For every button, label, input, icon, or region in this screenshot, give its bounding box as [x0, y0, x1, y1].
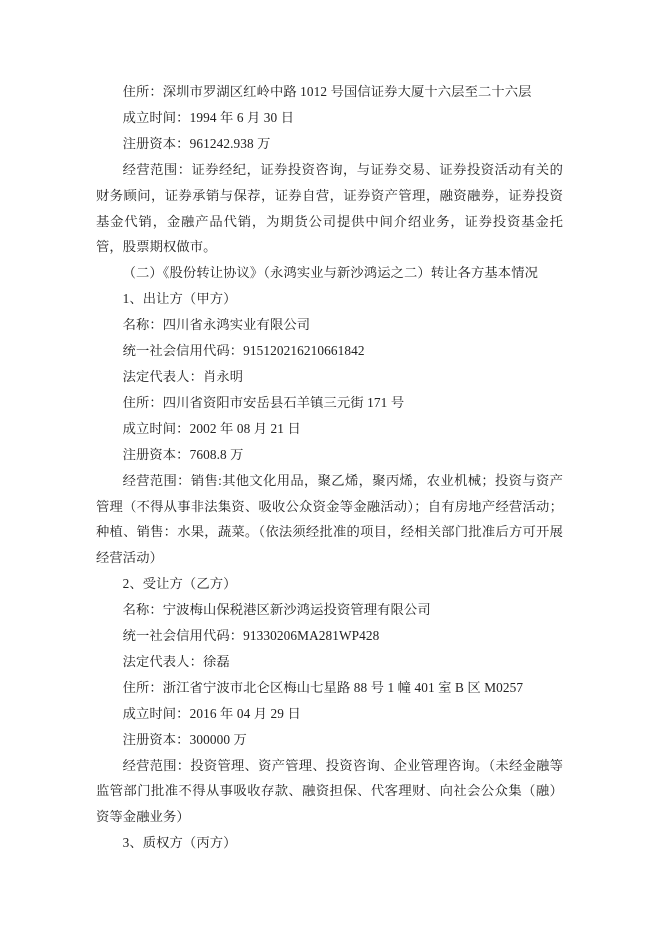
paragraph: 统一社会信用代码：915120216210661842 [122, 343, 365, 359]
paragraph: 经营范围：投资管理、资产管理、投资咨询、企业管理咨询。（未经金融等监管部门批准不得从事吸收存款、融资担保、代客理财、向社会公众集（融）资等金融业务） [96, 757, 563, 825]
paragraph: 注册资本：7608.8 万 [122, 446, 244, 462]
paragraph: 住所：深圳市罗湖区红岭中路 1012 号国信证券大厦十六层至二十六层 [122, 84, 532, 99]
paragraph: 成立时间：2002 年 08 月 21 日 [122, 420, 301, 436]
paragraph: 法定代表人：肖永明 [122, 368, 244, 384]
paragraph: 名称：四川省永鸿实业有限公司 [122, 317, 311, 333]
paragraph: 统一社会信用代码：91330206MA281WP428 [122, 628, 380, 644]
paragraph: 名称：宁波梅山保税港区新沙鸿运投资管理有限公司 [122, 602, 431, 618]
paragraph: 经营范围：证券经纪，证券投资咨询，与证券交易、证券投资活动有关的财务顾问，证券承销与保荐，证券自营，证券资产管理，融资融券，证券投资基金代销，金融产品代销，为期货公司提供中间介绍业务，证券投资基金托管，股票期权做市。 [96, 161, 563, 255]
paragraph: 3、质权方（丙方） [122, 835, 237, 851]
paragraph: 经营范围：销售:其他文化用品，聚乙烯，聚丙烯，农业机械；投资与资产管理（不得从事非法集资、吸收公众资金等金融活动）；自有房地产经营活动；种植、销售：水果，蔬菜。（依法须经批准的项目，经相关部门批准后方可开展经营活动） [96, 472, 563, 566]
paragraph: 住所：四川省资阳市安岳县石羊镇三元街 171 号 [122, 394, 405, 410]
document-body [96, 79, 563, 856]
paragraph: 住所：浙江省宁波市北仑区梅山七星路 88 号 1 幢 401 室 B 区 M0257 [122, 679, 524, 695]
paragraph: 成立时间：2016 年 04 月 29 日 [122, 705, 301, 721]
paragraph: 注册资本：961242.938 万 [122, 135, 271, 151]
paragraph: 2、受让方（乙方） [122, 576, 237, 592]
paragraph: 注册资本：300000 万 [122, 731, 247, 747]
paragraph: 法定代表人：徐磊 [122, 653, 230, 669]
paragraph: 成立时间：1994 年 6 月 30 日 [122, 109, 295, 125]
paragraph: 1、出让方（甲方） [122, 291, 237, 307]
paragraph: （二）《股份转让协议》（永鸿实业与新沙鸿运之二）转让各方基本情况 [122, 265, 538, 281]
